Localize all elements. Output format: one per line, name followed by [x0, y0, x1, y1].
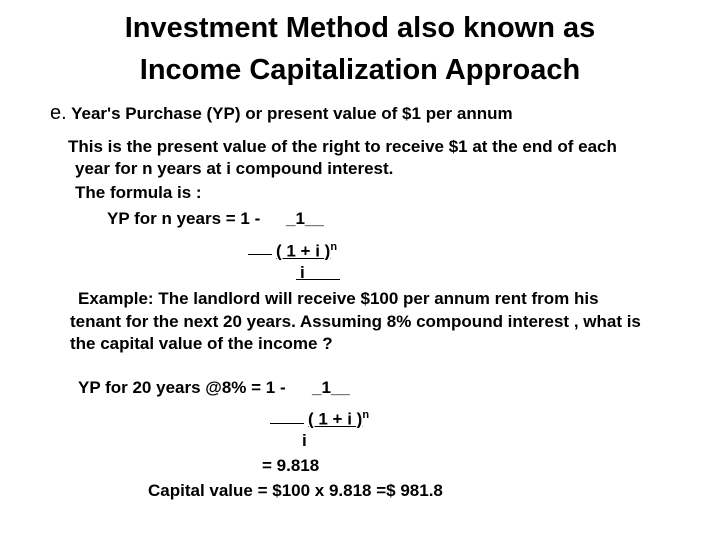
- example-line-3: the capital value of the income ?: [70, 334, 333, 353]
- calc-result: = 9.818: [262, 456, 320, 475]
- formula-numerator: _1__: [286, 209, 324, 228]
- example-line-1: Example: The landlord will receive $100 per annum rent from his: [78, 289, 599, 308]
- example-line-2: tenant for the next 20 years. Assuming 8% compound interest , what is: [70, 312, 641, 331]
- title-line-2: Income Capitalization Approach: [139, 54, 581, 86]
- calc-numerator: _1__: [312, 378, 350, 397]
- title-line-1: Investment Method also known as: [124, 12, 596, 44]
- heading-text: Year's Purchase (YP) or present value of $1 per annum: [71, 104, 513, 123]
- formula-lhs: YP for n years = 1 -: [107, 209, 261, 228]
- formula-divisor-line: [296, 279, 340, 280]
- capital-value: Capital value = $100 x 9.818 =$ 981.8: [148, 481, 443, 500]
- calc-lhs: YP for 20 years @8% = 1 -: [78, 378, 286, 397]
- heading-row: [50, 102, 513, 125]
- calc-divisor: i: [302, 431, 307, 450]
- list-marker: e.: [50, 102, 67, 124]
- formula-exponent: n: [330, 241, 338, 253]
- calc-exponent: n: [362, 409, 370, 421]
- intro-line-1: This is the present value of the right to receive $1 at the end of each: [68, 137, 617, 156]
- formula-fraction-line: [248, 254, 272, 255]
- formula-label: The formula is :: [75, 183, 202, 202]
- formula-divisor: i: [300, 263, 305, 282]
- calc-denominator: ( 1 + i )$^n$: [308, 409, 370, 429]
- calc-fraction-line: [270, 423, 304, 424]
- intro-line-2: year for n years at i compound interest.: [75, 159, 394, 178]
- formula-denominator: ( 1 + i )$^n$: [276, 241, 338, 261]
